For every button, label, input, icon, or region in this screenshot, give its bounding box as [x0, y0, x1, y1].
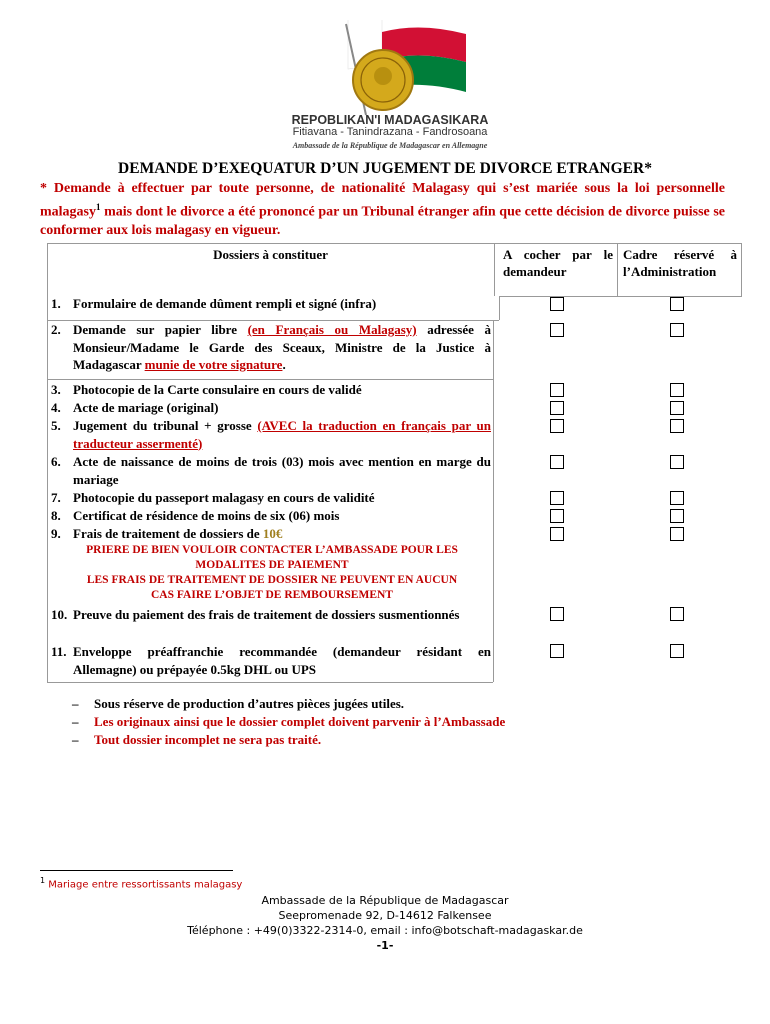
item-text: Preuve du paiement des frais de traitement de dossiers susmentionnés — [73, 607, 460, 622]
item-text — [73, 417, 491, 452]
item-number: 7. — [51, 490, 61, 505]
page-footer — [0, 893, 770, 953]
list-item — [51, 453, 491, 488]
admin-checkbox-8[interactable] — [670, 509, 684, 523]
item-text: Enveloppe préaffranchie recommandée (demandeur résidant en Allemagne) ou prépayée 0.5kg DHL ou UPS — [73, 644, 491, 677]
table-border-left — [47, 243, 48, 682]
applicant-checkbox-10[interactable] — [550, 607, 564, 621]
list-item — [51, 507, 491, 525]
list-item — [51, 295, 491, 313]
note-item — [72, 713, 505, 731]
item-text: Photocopie de la Carte consulaire en cours de validé — [73, 382, 362, 397]
list-item — [51, 321, 491, 374]
footnote-text: Mariage entre ressortissants malagasy — [45, 879, 243, 891]
footnote-separator — [40, 870, 233, 871]
item-number: 3. — [51, 382, 61, 397]
list-item — [51, 381, 491, 399]
item-text — [73, 525, 491, 543]
note-text: Les originaux ainsi que le dossier complet doivent parvenir à l’Ambassade — [94, 714, 506, 729]
list-item — [51, 489, 491, 507]
admin-checkbox-6[interactable] — [670, 455, 684, 469]
item-text-part: adressée à Monsieur/Madame le Garde des Sceaux, Ministre de la Justice à Madagascar — [73, 322, 491, 372]
footnote — [40, 876, 242, 890]
dash: – — [72, 714, 79, 729]
list-item — [51, 399, 491, 417]
page-number: -1- — [376, 939, 394, 952]
admin-checkbox-5[interactable] — [670, 419, 684, 433]
embassy-logo — [270, 20, 510, 155]
applicant-checkbox-4[interactable] — [550, 401, 564, 415]
item-text-part: Jugement du tribunal + grosse — [73, 418, 258, 433]
intro-text — [40, 180, 725, 240]
item-number: 9. — [51, 526, 61, 541]
admin-checkbox-10[interactable] — [670, 607, 684, 621]
payment-notice-line: MODALITES DE PAIEMENT — [195, 559, 349, 571]
table-border-top — [47, 243, 742, 244]
item-number: 11. — [51, 644, 67, 659]
admin-checkbox-1[interactable] — [670, 297, 684, 311]
item-number: 6. — [51, 454, 61, 469]
intro-text-part1: * Demande à effectuer par toute personne, de nationalité Malagasy qui s’est mariée sous la loi personnelle malagasy — [40, 181, 725, 220]
item-number: 1. — [51, 296, 61, 311]
applicant-checkbox-8[interactable] — [550, 509, 564, 523]
fee-amount: 10€ — [262, 526, 283, 541]
item-text: Formulaire de demande dûment rempli et signé (infra) — [73, 296, 377, 311]
note-text: Tout dossier incomplet ne sera pas traité. — [94, 732, 322, 747]
table-items-divider — [493, 320, 494, 682]
admin-checkbox-7[interactable] — [670, 491, 684, 505]
payment-notice-line: PRIERE DE BIEN VOULOIR CONTACTER L’AMBASSADE POUR LES — [86, 544, 458, 556]
applicant-checkbox-6[interactable] — [550, 455, 564, 469]
intro-text-part2: mais dont le divorce a été prononcé par un Tribunal étranger afin que cette décision de divorce puisse se conformer aux lois malagasy en vigueur. — [40, 204, 725, 238]
table-border-right — [741, 243, 742, 296]
applicant-checkbox-7[interactable] — [550, 491, 564, 505]
applicant-checkbox-3[interactable] — [550, 383, 564, 397]
applicant-checkbox-2[interactable] — [550, 323, 564, 337]
admin-checkbox-2[interactable] — [670, 323, 684, 337]
item-text: Acte de naissance de moins de trois (03) mois avec mention en marge du mariage — [73, 454, 491, 487]
footnote-ref: 1 — [96, 202, 101, 212]
item-number: 5. — [51, 418, 61, 433]
item-text — [73, 321, 491, 374]
note-item — [72, 731, 505, 749]
applicant-checkbox-5[interactable] — [550, 419, 564, 433]
dash: – — [72, 732, 79, 747]
note-text: Sous réserve de production d’autres pièces jugées utiles. — [94, 696, 405, 711]
logo-motto: Fitiavana - Tanindrazana - Fandrosoana — [292, 126, 488, 138]
admin-checkbox-9[interactable] — [670, 527, 684, 541]
item-number: 2. — [51, 322, 61, 337]
applicant-checkbox-11[interactable] — [550, 644, 564, 658]
admin-checkbox-4[interactable] — [670, 401, 684, 415]
admin-checkbox-3[interactable] — [670, 383, 684, 397]
logo-subtitle: Ambassade de la République de Madagascar en Allemagne — [292, 141, 488, 150]
item-number: 4. — [51, 400, 61, 415]
item-language-note: (en Français ou Malagasy) — [247, 322, 417, 337]
list-item — [51, 417, 491, 452]
col-header-administration: Cadre réservé à l’Administration — [623, 247, 737, 279]
footer-embassy: Ambassade de la République de Madagascar — [261, 894, 509, 907]
list-item — [51, 606, 491, 624]
item-text: Acte de mariage (original) — [73, 400, 219, 415]
item-text-part: . — [282, 357, 286, 372]
col-header-dossiers: Dossiers à constituer — [213, 247, 328, 262]
footer-contact: Téléphone : +49(0)3322-2314-0, email : info@botschaft-madagaskar.de — [187, 924, 583, 937]
table-col-divider-1 — [494, 243, 495, 296]
dash: – — [72, 696, 79, 711]
table-row1-divider — [499, 296, 500, 320]
document-title: DEMANDE D’EXEQUATUR D’UN JUGEMENT DE DIVORCE ETRANGER* — [118, 160, 652, 177]
refund-notice-line: CAS FAIRE L’OBJET DE REMBOURSEMENT — [151, 589, 393, 601]
list-item — [51, 525, 491, 543]
item-translation-note: (AVEC la traduction en français par un traducteur assermenté) — [73, 418, 491, 451]
list-item — [51, 643, 491, 678]
documents-table — [47, 243, 742, 682]
item-text-part: Frais de traitement de dossiers de — [73, 526, 263, 541]
note-item — [72, 695, 505, 713]
item-text: Certificat de résidence de moins de six (06) mois — [73, 508, 340, 523]
applicant-checkbox-9[interactable] — [550, 527, 564, 541]
table-header-line — [499, 296, 742, 297]
footer-address: Seepromenade 92, D-14612 Falkensee — [278, 909, 492, 922]
logo-name: REPOBLIKAN'I MADAGASIKARA — [291, 113, 489, 127]
footnote-number: 1 — [40, 876, 46, 885]
refund-notice-line: LES FRAIS DE TRAITEMENT DE DOSSIER NE PEUVENT EN AUCUN — [86, 574, 458, 586]
item-number: 8. — [51, 508, 61, 523]
admin-checkbox-11[interactable] — [670, 644, 684, 658]
item-text-part: Demande sur papier libre — [73, 322, 248, 337]
notes-list — [72, 695, 505, 749]
table-col-divider-2 — [617, 243, 618, 296]
item-text: Photocopie du passeport malagasy en cours de validité — [73, 490, 375, 505]
table-border-bottom — [47, 682, 493, 683]
table-row-line-2 — [47, 379, 493, 380]
col-header-applicant: A cocher par le demandeur — [503, 247, 613, 279]
item-number: 10. — [51, 607, 68, 622]
item-signature-note: munie de votre signature — [144, 357, 283, 372]
applicant-checkbox-1[interactable] — [550, 297, 564, 311]
